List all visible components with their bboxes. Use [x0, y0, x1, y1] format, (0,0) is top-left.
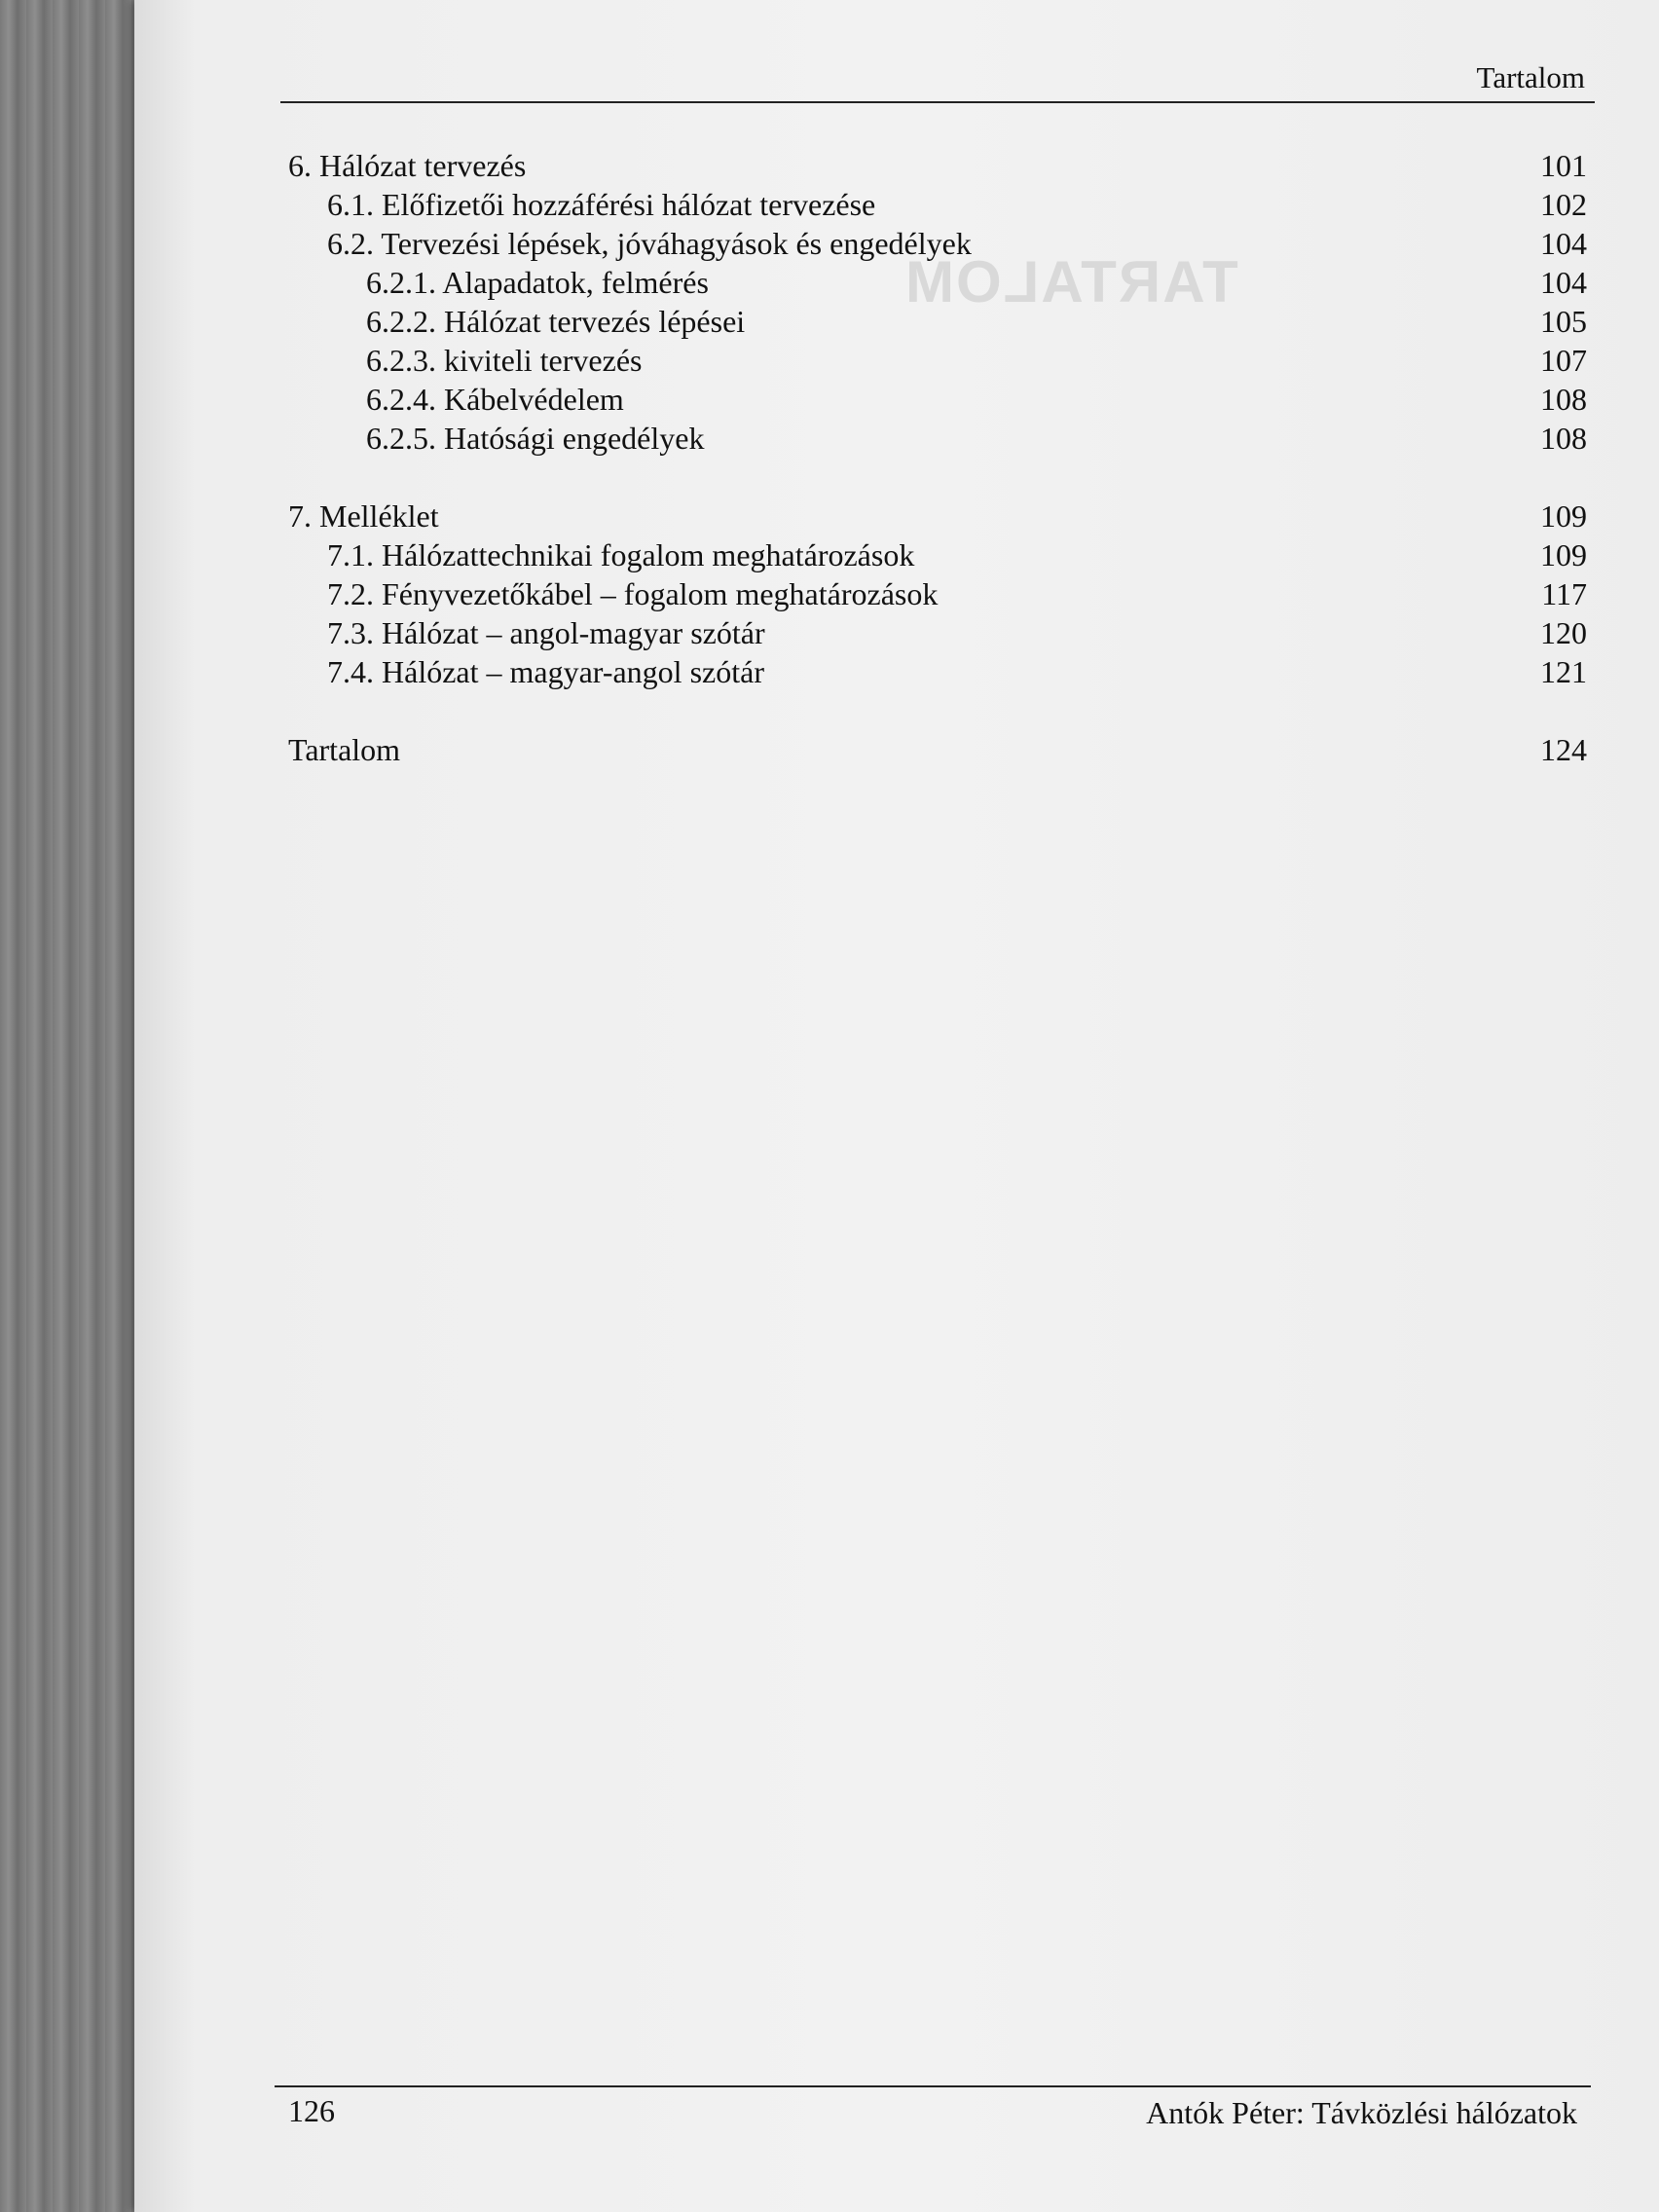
toc-entry [288, 263, 1587, 302]
toc-contents [288, 730, 1587, 769]
toc-label: 6.2.3. kiviteli tervezés [366, 343, 643, 378]
toc-label: 7.1. Hálózattechnikai fogalom meghatározások [327, 537, 915, 572]
toc-label: 6.2.2. Hálózat tervezés lépései [366, 304, 746, 339]
toc-page: 121 [1540, 654, 1587, 689]
toc-page: 124 [1540, 732, 1587, 767]
book-binding [0, 0, 136, 2212]
toc-section-6 [288, 146, 1587, 185]
book-title: Antók Péter: Távközlési hálózatok [1146, 2095, 1577, 2130]
toc-page: 120 [1540, 615, 1587, 650]
header-rule [280, 101, 1595, 103]
toc-entry [288, 419, 1587, 458]
toc-label: 6.2.1. Alapadatok, felmérés [366, 265, 709, 300]
toc-page: 102 [1540, 187, 1587, 222]
toc-entry [288, 535, 1587, 574]
toc-label: 6.2.4. Kábelvédelem [366, 382, 624, 417]
section-gap [288, 458, 1587, 497]
toc-section-7 [288, 497, 1587, 535]
toc-entry [288, 302, 1587, 341]
toc-page: 108 [1540, 382, 1587, 417]
toc-label: 6.2. Tervezési lépések, jóváhagyások és engedélyek [327, 226, 972, 261]
toc-page: 104 [1540, 265, 1587, 300]
bleed-through-text: TARTALOM [903, 249, 1238, 314]
toc-label: 6.1. Előfizetői hozzáférési hálózat tervezése [327, 187, 876, 222]
running-header: Tartalom [1476, 60, 1585, 94]
toc-label: 7. Melléklet [288, 498, 439, 534]
toc-entry [288, 380, 1587, 419]
table-of-contents [288, 146, 1587, 769]
document-page [134, 0, 1659, 2212]
toc-page: 107 [1540, 343, 1587, 378]
toc-page: 104 [1540, 226, 1587, 261]
toc-page: 101 [1540, 148, 1587, 183]
toc-page: 105 [1540, 304, 1587, 339]
toc-label: 7.2. Fényvezetőkábel – fogalom meghatározások [327, 576, 939, 611]
toc-entry [288, 613, 1587, 652]
toc-entry [288, 652, 1587, 691]
section-gap [288, 691, 1587, 730]
toc-entry [288, 574, 1587, 613]
footer-rule [275, 2085, 1591, 2087]
toc-entry [288, 341, 1587, 380]
toc-label: Tartalom [288, 732, 401, 767]
page-number: 126 [288, 2093, 335, 2128]
toc-label: 7.4. Hálózat – magyar-angol szótár [327, 654, 764, 689]
toc-label: 7.3. Hálózat – angol-magyar szótár [327, 615, 765, 650]
toc-label: 6.2.5. Hatósági engedélyek [366, 421, 705, 456]
toc-page: 109 [1540, 537, 1587, 572]
toc-label: 6. Hálózat tervezés [288, 148, 527, 183]
toc-page: 109 [1540, 498, 1587, 534]
toc-page: 108 [1540, 421, 1587, 456]
toc-entry [288, 185, 1587, 224]
toc-page: 117 [1541, 576, 1587, 611]
toc-entry [288, 224, 1587, 263]
